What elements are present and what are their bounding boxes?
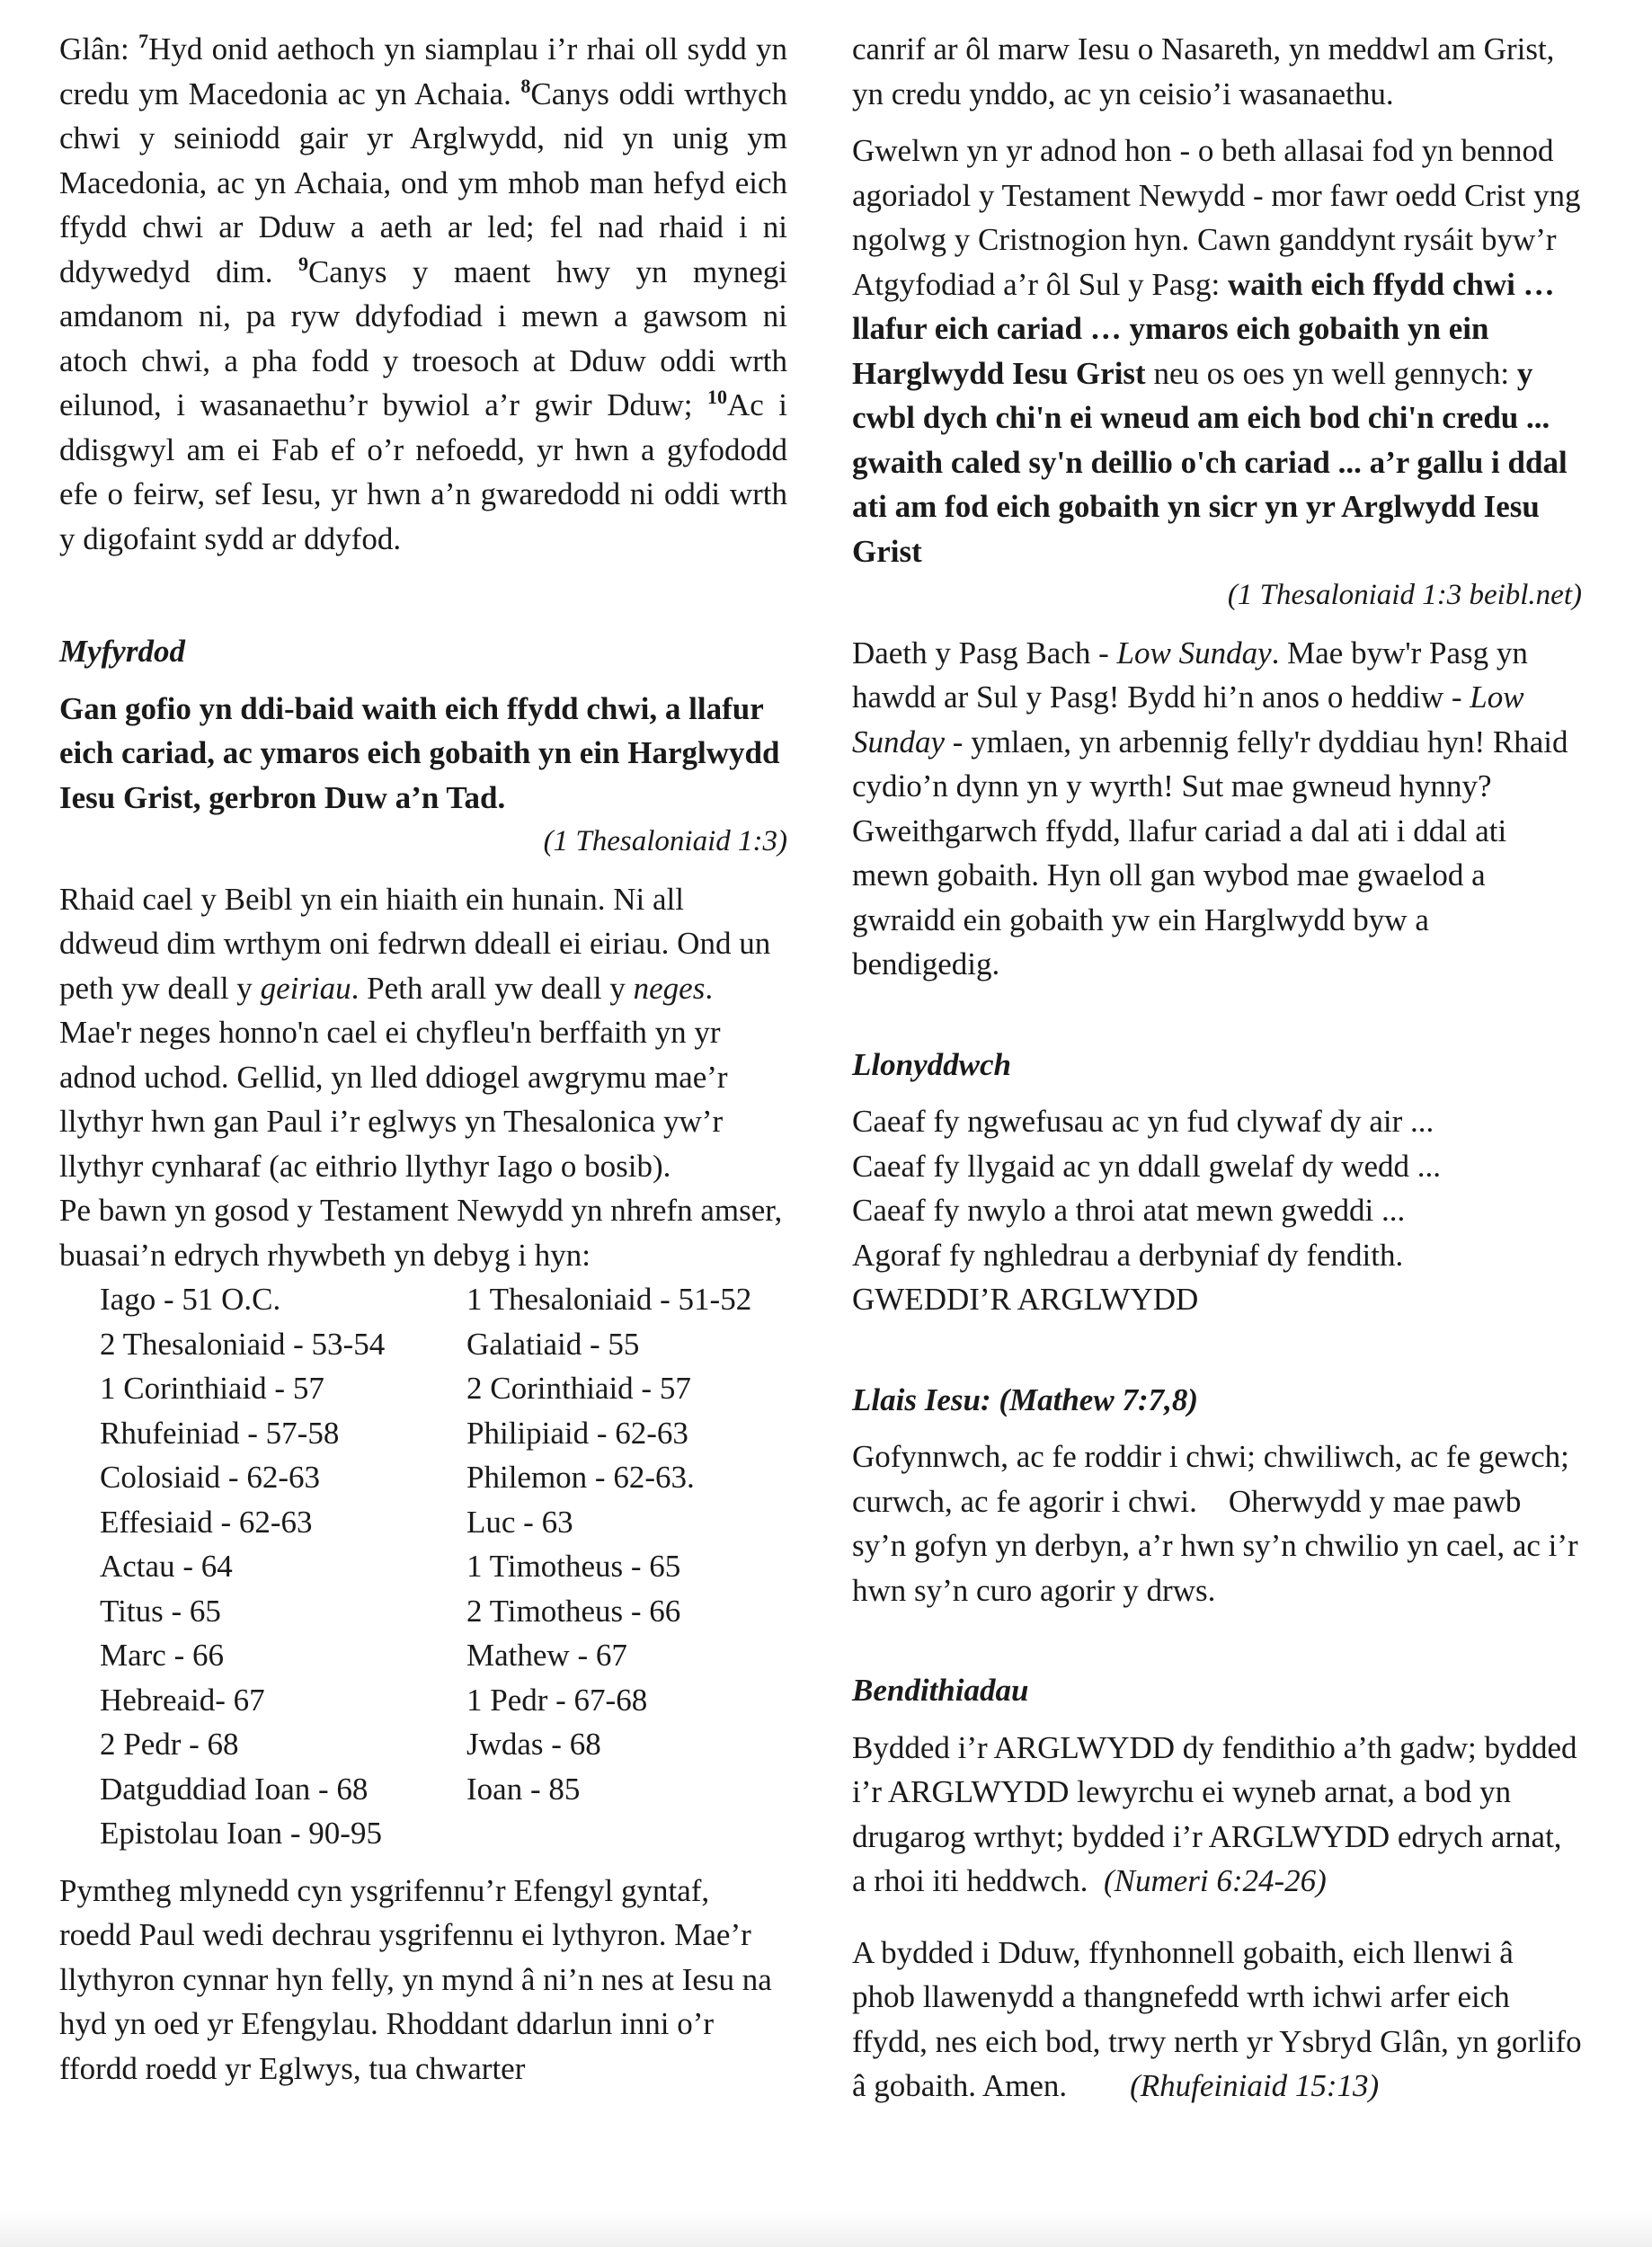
book-entry: Ioan - 85 — [466, 1771, 581, 1807]
book-entry: Hebreaid- 67 — [100, 1682, 265, 1718]
book-entry: Colosiaid - 62-63 — [100, 1460, 320, 1495]
blessing-rhufeiniaid: A bydded i Dduw, ffynhonnell gobaith, eich llenwi â phob llawenydd a thangnefedd wrth ichwi arfer eich ffydd, nes eich bod, trwy nerth yr Ysbryd Glân, yn gorlifo â gobaith. Amen. (Rhufeiniaid 15:13) — [852, 1934, 1582, 2103]
key-verse-reference: (1 Thesaloniaid 1:3) — [543, 825, 787, 857]
book-entry — [466, 1811, 826, 1856]
bold-quote: waith eich ffydd chwi … llafur eich cariad … ymaros eich gobaith yn ein Harglwydd Iesu Grist — [852, 266, 1555, 391]
book-entry: 2 Corinthiaid - 57 — [466, 1371, 691, 1406]
prayer-line: Caeaf fy ngwefusau ac yn fud clywaf dy air ... — [852, 1104, 1434, 1139]
emphasis-word: neges — [633, 970, 706, 1006]
book-entry: Iago - 51 O.C. — [100, 1282, 281, 1317]
key-verse: Gan gofio yn ddi-baid waith eich ffydd chwi, a llafur eich cariad, ac ymaros eich gobaith yn ein Harglwydd Iesu Grist, gerbron Duw a’n Tad. — [59, 690, 780, 815]
book-entry: 1 Thesaloniaid - 51-52 — [466, 1282, 752, 1317]
book-entry: 1 Corinthiaid - 57 — [100, 1371, 324, 1406]
prayer-line: Agoraf fy nghledrau a derbyniaf dy fendith. — [852, 1237, 1404, 1273]
book-entry: Titus - 65 — [100, 1593, 221, 1629]
verse-text: Canys y maent hwy yn mynegi amdanom ni, pa ryw ddyfodiad i mewn a gawsom ni atoch chwi, a pha fodd y troesoch at Dduw oddi wrth eilunod, i wasanaethu’r bywiol a’r gwir Dduw; — [59, 253, 788, 422]
letters-paragraph: Pymtheg mlynedd cyn ysgrifennu’r Efengyl gyntaf, roedd Paul wedi dechrau ysgrifennu ei lythyron. Mae’r llythyron cynnar hyn felly, yn mynd â ni’n nes at Iesu na hyd yn oed yr Efengylau. Rhoddant ddarlun inni o’r ffordd roedd yr Eglwys, tua chwarter — [59, 1872, 772, 2086]
llais-iesu-text: Gofynnwch, ac fe roddir i chwi; chwiliwch, ac fe gewch; curwch, ac fe agorir i chwi. Oherwydd y mae pawb sy’n gofyn yn derbyn, a’r hwn sy’n chwilio yn cael, ac i’r hwn sy’n curo agorir y drws. — [852, 1439, 1586, 1608]
verse-text: Hyd onid aethoch yn siamplau i’r rhai oll sydd yn credu ym Macedonia ac yn Achaia. — [59, 31, 788, 111]
book-entry: Epistolau Ioan - 90-95 — [100, 1816, 382, 1851]
meditation-paragraph: Rhaid cael y Beibl yn ein hiaith ein hunain. Ni all ddweud dim wrthym oni fedrwn ddeall ei eiriau. Ond un peth yw deall y geiriau. Peth arall yw deall y neges. Mae'r neges honno'n cael ei chyfleu'n berffaith yn yr adnod uchod. Gellid, yn lled ddiogel awgrymu mae’r llythyr hwn gan Paul i’r eglwys yn Thesalonica yw’r llythyr cynharaf (ac eithrio llythyr Iago o bosib). — [59, 881, 771, 1184]
emphasis-word: geiriau — [260, 970, 351, 1006]
continued-paragraph: canrif ar ôl marw Iesu o Nasareth, yn meddwl am Grist, yn credu ynddo, ac yn ceisio’i wasanaethu. — [852, 31, 1555, 111]
blessing-numeri: Bydded i’r ARGLWYDD dy fendithio a’th gadw; bydded i’r ARGLWYDD lewyrchu ei wyneb arnat, a bod yn drugarog wrthyt; bydded i’r ARGLWYDD edrych arnat, a rhoi iti heddwch. (Numeri 6:24-26) — [852, 1729, 1577, 1898]
verse-number: 9 — [298, 252, 308, 275]
book-entry: 1 Pedr - 67-68 — [466, 1682, 648, 1718]
section-heading-bendithiadau: Bendithiadau — [852, 1673, 1029, 1708]
verse-number: 8 — [520, 74, 531, 97]
right-column — [852, 27, 1586, 2109]
section-heading-myfyrdod: Myfyrdod — [59, 634, 185, 669]
book-entry: 2 Timotheus - 66 — [466, 1593, 681, 1629]
book-entry: Datguddiad Ioan - 68 — [100, 1771, 369, 1807]
scripture-intro: Glân: — [59, 31, 129, 67]
beibl-net-reference: (1 Thesaloniaid 1:3 beibl.net) — [1227, 579, 1582, 611]
verse-text: Ac i ddisgwyl am ei Fab ef o’r nefoedd, yr hwn a gyfododd efe o feirw, sef Iesu, yr hwn a’n gwaredodd ni oddi wrth y digofaint sydd ar ddyfod. — [59, 387, 787, 556]
section-heading-llonyddwch: Llonyddwch — [852, 1046, 1011, 1082]
low-sunday-paragraph: Daeth y Pasg Bach - Low Sunday. Mae byw'r Pasg yn hawdd ar Sul y Pasg! Bydd hi’n anos o heddiw - Low Sunday - ymlaen, yn arbennig felly'r dyddiau hyn! Rhaid cydio’n dynn yn y wyrth! Sut mae gwneud hynny? Gweithgarwch ffydd, llafur cariad a dal ati i ddal ati mewn gobaith. Hyn oll gan wybod mae gwaelod a gwraidd ein gobaith yw ein Harglwydd byw a bendigedig. — [852, 635, 1568, 981]
book-entry: Rhufeiniad - 57-58 — [100, 1415, 340, 1451]
verse-number: 10 — [706, 386, 727, 408]
prayer-line: Caeaf fy llygaid ac yn ddall gwelaf dy wedd ... — [852, 1148, 1442, 1184]
verse-text: Canys oddi wrthych chwi y seiniodd gair yr Arglwydd, nid yn unig ym Macedonia, ac yn Achaia, ond ym mhob man hefyd eich ffydd chwi ar Dduw a aeth ar led; fel nad rhaid i ni ddywedyd dim. — [59, 75, 787, 289]
recipe-paragraph: Gwelwn yn yr adnod hon - o beth allasai fod yn bennod agoriadol y Testament Newydd - mor fawr oedd Crist yng ngolwg y Cristnogion hyn. Cawn ganddynt rysáit byw’r Atgyfodiad a’r ôl Sul y Pasg: waith eich ffydd chwi … llafur eich cariad … ymaros eich gobaith yn ein Harglwydd Iesu Grist neu os oes yn well gennych: y cwbl dych chi'n ei wneud am eich bod chi'n credu ... gwaith caled sy'n deillio o'ch cariad ... a’r gallu i ddal ati am fod eich gobaith yn sicr yn yr Arglwydd Iesu Grist — [852, 133, 1581, 569]
book-entry: 2 Thesaloniaid - 53-54 — [100, 1326, 386, 1362]
book-entry: Philipiaid - 62-63 — [466, 1415, 688, 1451]
blessing-reference: (Numeri 6:24-26) — [1103, 1863, 1327, 1898]
blessing-reference: (Rhufeiniaid 15:13) — [1130, 2068, 1380, 2103]
prayer-line: Caeaf fy nwylo a throi atat mewn gweddi ... — [852, 1193, 1406, 1228]
bold-quote: y cwbl dych chi'n ei wneud am eich bod chi'n credu ... gwaith caled sy'n deillio o'ch cariad ... a’r gallu i ddal ati am fod eich gobaith yn sicr yn yr Arglwydd Iesu Grist — [852, 355, 1568, 569]
book-entry: Actau - 64 — [100, 1549, 233, 1584]
prayer-lines — [852, 1099, 1582, 1322]
prayer-line: GWEDDI’R ARGLWYDD — [852, 1282, 1199, 1317]
book-entry: 1 Timotheus - 65 — [466, 1549, 681, 1584]
page-bottom-shadow — [0, 2211, 1652, 2247]
left-column — [59, 27, 787, 2091]
verse-number: 7 — [138, 30, 149, 52]
book-entry: 2 Pedr - 68 — [100, 1727, 239, 1762]
book-entry: Luc - 63 — [466, 1504, 573, 1540]
book-entry: Marc - 66 — [100, 1638, 225, 1673]
book-entry: Mathew - 67 — [466, 1638, 627, 1673]
book-entry: Effesiaid - 62-63 — [100, 1504, 313, 1540]
book-entry: Philemon - 62-63. — [466, 1460, 695, 1495]
book-chronology-list — [100, 1277, 787, 1856]
scripture-passage — [59, 27, 787, 561]
book-entry: Galatiaid - 55 — [466, 1326, 640, 1362]
book-entry: Jwdas - 68 — [466, 1727, 601, 1762]
section-heading-llais-iesu: Llais Iesu: (Mathew 7:7,8) — [852, 1381, 1198, 1417]
chronology-intro: Pe bawn yn gosod y Testament Newydd yn nhrefn amser, buasai’n edrych rhywbeth yn debyg i hyn: — [59, 1193, 783, 1273]
